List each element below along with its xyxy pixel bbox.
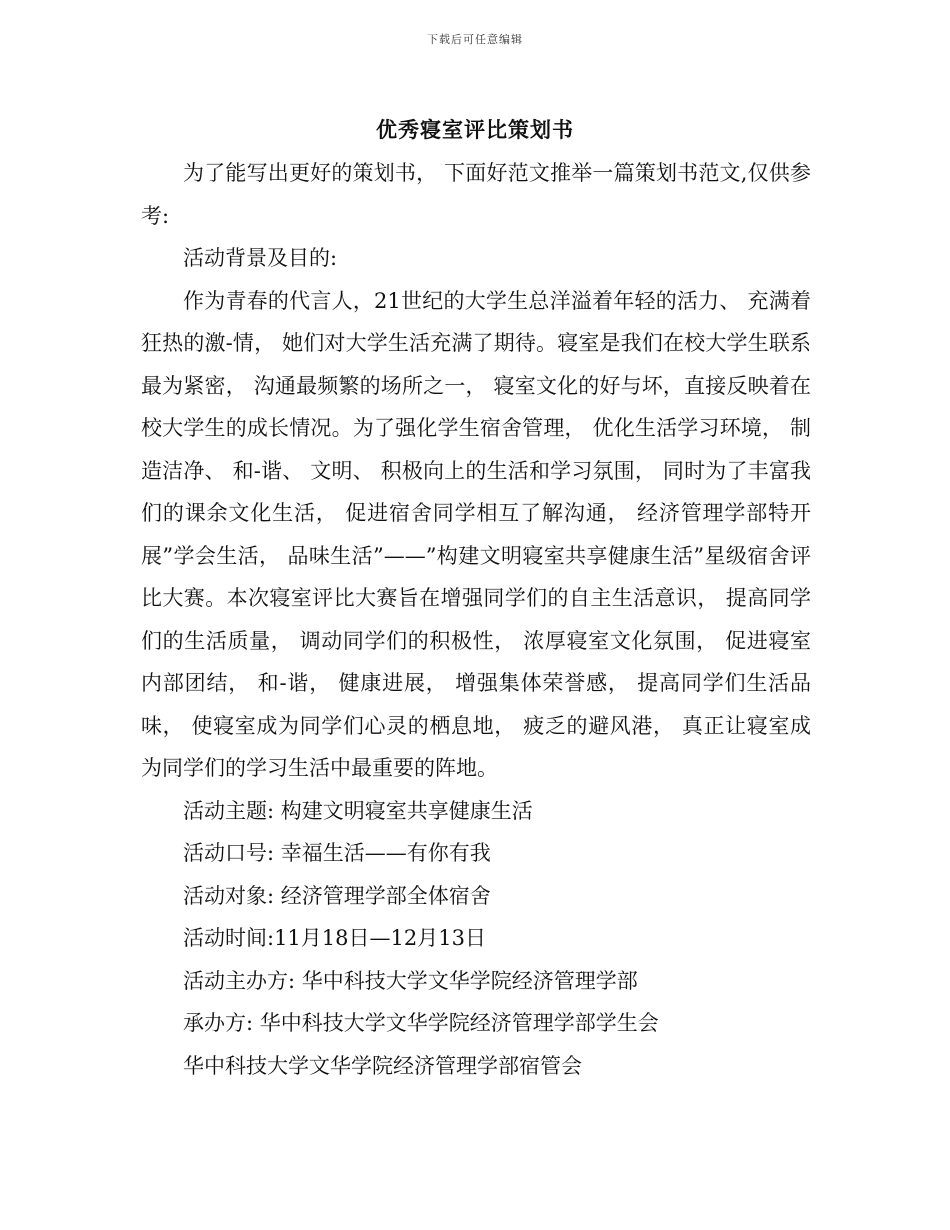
- background-paragraph: 作为青春的代言人，21世纪的大学生总洋溢着年轻的活力、 充满着狂热的激-情， 她们对大学生活充满了期待。寝室是我们在校大学生联系最为紧密， 沟通最频繁的场所之一， 寝室文化的好与坏，直接反映着在校大学生的成长情况。为了强化学生宿舍管理， 优化生活学习环境， 制造洁净、 和-谐、 文明、 积极向上的生活和学习氛围， 同时为了丰富我们的课余文化生活， 促进宿舍同学相互了解沟通， 经济管理学部特开展”学会生活， 品味生活”——”构建文明寝室共享健康生活”星级宿舍评比大赛。本次寝室评比大赛旨在增强同学们的自主生活意识， 提高同学们的生活质量， 调动同学们的积极性， 浓厚寝室文化氛围， 促进寝室内部团结， 和-谐， 健康进展， 增强集体荣誉感， 提高同学们生活品味， 使寝室成为同学们心灵的栖息地， 疲乏的避风港， 真正让寝室成为同学们的学习生活中最重要的阵地。: [141, 288, 811, 780]
- document-title: 优秀寝室评比策划书: [376, 117, 574, 142]
- activity-time: 活动时间:11月18日—12月13日: [183, 926, 486, 950]
- intro-paragraph: 为了能写出更好的策划书， 下面好范文推举一篇策划书范文,仅供参考:: [141, 161, 811, 228]
- activity-organizer: 活动主办方: 华中科技大学文华学院经济管理学部: [183, 968, 638, 993]
- background-heading: 活动背景及目的:: [183, 246, 338, 270]
- activity-host: 承办方: 华中科技大学文华学院经济管理学部学生会: [183, 1011, 659, 1035]
- document-body: [141, 152, 811, 1087]
- activity-target: 活动对象: 经济管理学部全体宿舍: [183, 883, 491, 908]
- activity-slogan: 活动口号: 幸福生活——有你有我: [183, 841, 491, 865]
- activity-host-secondary: 华中科技大学文华学院经济管理学部宿管会: [183, 1053, 582, 1078]
- activity-theme: 活动主题: 构建文明寝室共享健康生活: [183, 798, 533, 823]
- page-header-note: 下载后可任意编辑: [427, 33, 523, 46]
